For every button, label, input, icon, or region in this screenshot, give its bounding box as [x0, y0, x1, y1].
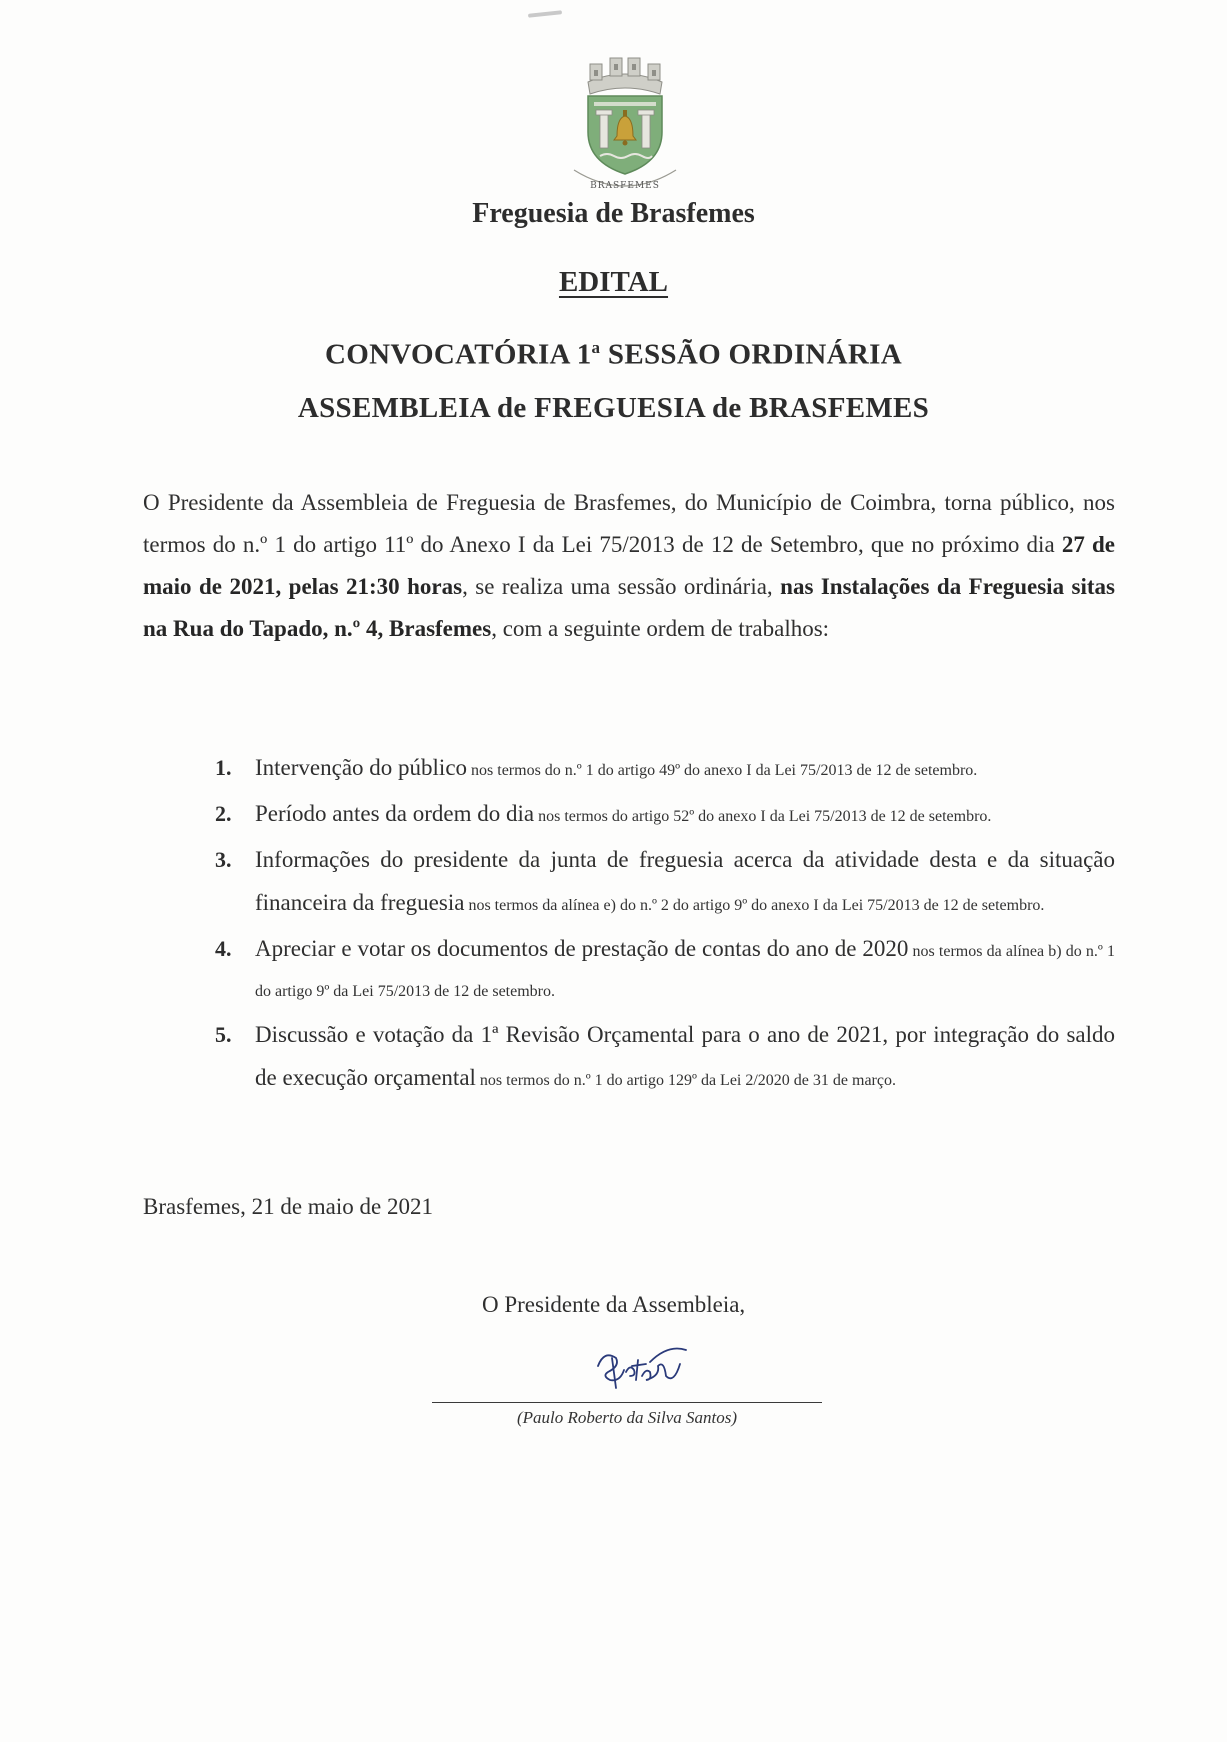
agenda-item-title: Discussão e votação da 1ª Revisão Orçamental para o ano de 2021, por integração do saldo de execução orçamental	[255, 1022, 1115, 1090]
signature-line	[432, 1402, 822, 1403]
agenda-item	[205, 1015, 1115, 1101]
coat-of-arms-icon	[560, 52, 690, 194]
intro-text-2: , se realiza uma sessão ordinária,	[462, 574, 781, 599]
agenda-item	[205, 840, 1115, 926]
signatory-name: (Paulo Roberto da Silva Santos)	[516, 1408, 738, 1427]
agenda-item-title: Intervenção do público	[255, 755, 468, 780]
convocation-title-part-a: CONVOCATÓRIA 1	[325, 338, 592, 371]
handwritten-signature-icon	[590, 1336, 690, 1396]
agenda-item	[205, 748, 1115, 791]
intro-text-3: , com a seguinte ordem de trabalhos:	[491, 616, 830, 641]
agenda-item-number: 2.	[215, 801, 232, 826]
meeting-location: nas Instalações da Freguesia sitas na Rua do Tapado, n.º 4, Brasfemes	[143, 574, 1115, 641]
agenda-item-legal-ref: nos termos do n.º 1 do artigo 49º do anexo I da Lei 75/2013 de 12 de setembro.	[467, 762, 978, 779]
parish-title: Freguesia de Brasfemes	[472, 198, 755, 229]
assembly-title: ASSEMBLEIA de FREGUESIA de BRASFEMES	[297, 392, 930, 424]
scan-artifact	[528, 10, 562, 18]
agenda-item-legal-ref: nos termos do artigo 52º do anexo I da Lei 75/2013 de 12 de setembro.	[534, 808, 992, 825]
crest-scroll-text: BRASFEMES	[590, 181, 660, 191]
document-type: EDITAL	[558, 266, 669, 298]
agenda-item-title: Apreciar e votar os documentos de prestação de contas do ano de 2020	[255, 936, 909, 961]
agenda-item-title: Período antes da ordem do dia	[255, 801, 535, 826]
agenda-item-number: 3.	[215, 847, 232, 872]
agenda-item-legal-ref: nos termos do n.º 1 do artigo 129º da Lei 2/2020 de 31 de março.	[475, 1072, 896, 1089]
agenda-item	[205, 794, 1115, 837]
agenda-item-number: 1.	[215, 755, 232, 780]
place-and-date: Brasfemes, 21 de maio de 2021	[143, 1194, 433, 1219]
agenda-item-legal-ref: nos termos da alínea e) do n.º 2 do artigo 9º do anexo I da Lei 75/2013 de 12 de setembro.	[464, 897, 1045, 914]
agenda-item-title: Informações do presidente da junta de freguesia acerca da atividade desta e da situação financeira da freguesia	[255, 847, 1115, 915]
convocation-title-part-b: SESSÃO ORDINÁRIA	[600, 338, 902, 371]
agenda-item	[205, 929, 1115, 1012]
agenda-list	[205, 748, 1115, 1104]
convocation-title-superscript: a	[591, 338, 601, 357]
agenda-item-number: 5.	[215, 1022, 232, 1047]
agenda-item-legal-ref: nos termos da alínea b) do n.º 1 do artigo 9º da Lei 75/2013 de 12 de setembro.	[255, 943, 1115, 1000]
intro-text-1: O Presidente da Assembleia de Freguesia de Brasfemes, do Município de Coimbra, torna público, nos termos do n.º 1 do artigo 11º do Anexo I da Lei 75/2013 de 12 de Setembro, que no próximo dia	[143, 490, 1115, 557]
meeting-date-time: 27 de maio de 2021, pelas 21:30 horas	[143, 532, 1115, 599]
agenda-item-number: 4.	[215, 936, 232, 961]
signatory-role: O Presidente da Assembleia,	[482, 1292, 746, 1317]
intro-paragraph	[143, 482, 1115, 650]
convocation-title	[0, 338, 1227, 372]
